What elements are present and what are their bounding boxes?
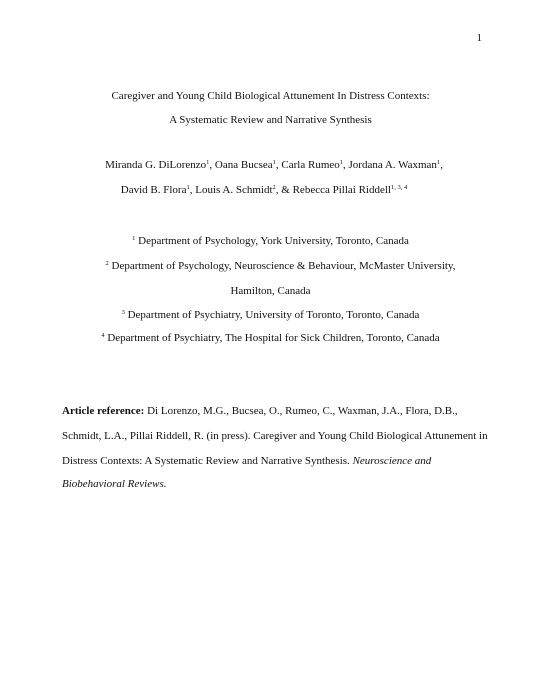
authors-line-1: Miranda G. DiLorenzo$^1$, Oana Bucsea$^1$, Carla Rumeo$^1$, Jordana A. Waxman$^1$,: [105, 159, 443, 171]
affiliation-2-continued: [0, 285, 541, 298]
author-name: Carla Rumeo: [281, 159, 340, 171]
title-line-2: A Systematic Review and Narrative Synthesis: [169, 114, 372, 126]
affiliation-text: Department of Psychology, Neuroscience & Behaviour, McMaster University,: [111, 260, 456, 272]
author-affiliation-sup: 1: [186, 184, 190, 191]
article-reference-line-2: Schmidt, L.A., Pillai Riddell, R. (in press). Caregiver and Young Child Biological Attunement in: [62, 430, 488, 442]
title-line-1: Caregiver and Young Child Biological Attunement In Distress Contexts:: [111, 90, 430, 102]
authors-line-2: David B. Flora$^1$, Louis A. Schmidt$^2$, & Rebecca Pillai Riddell$^{1, 3, 4}$: [120, 184, 408, 196]
article-reference-line-1: [62, 405, 482, 418]
affiliation-sup: 1: [132, 235, 136, 242]
affiliation-text: Department of Psychiatry, The Hospital for Sick Children, Toronto, Canada: [107, 332, 440, 344]
author-affiliation-sup: 2: [272, 184, 276, 191]
author-affiliation-sup: 1: [339, 159, 344, 166]
article-reference-text: Distress Contexts: A Systematic Review and Narrative Synthesis.: [62, 455, 353, 467]
affiliation-3: [0, 309, 541, 322]
author-name: Louis A. Schmidt: [195, 184, 273, 196]
affiliation-text: Department of Psychology, York University, Toronto, Canada: [138, 235, 409, 247]
author-affiliation-sup: 1: [206, 159, 210, 166]
article-reference-line-3: [62, 455, 482, 468]
author-name: Jordana A. Waxman: [348, 159, 437, 171]
page-number: 1: [476, 32, 482, 44]
affiliation-sup: 4: [101, 332, 105, 339]
author-affiliation-sup: 1: [436, 159, 441, 166]
author-name: Rebecca Pillai Riddell: [292, 184, 391, 196]
author-name: David B. Flora: [120, 184, 187, 196]
journal-name-continued: Biobehavioral Reviews.: [62, 478, 167, 490]
affiliation-2: [10, 260, 541, 273]
affiliation-sup: 2: [105, 260, 109, 267]
article-reference-line-4: [62, 478, 482, 491]
author-affiliation-sup: 1, 3, 4: [390, 184, 408, 191]
author-affiliation-sup: 1: [272, 159, 276, 166]
affiliation-text: Hamilton, Canada: [230, 285, 311, 297]
affiliation-sup: 3: [121, 309, 125, 316]
author-name: Miranda G. DiLorenzo: [105, 159, 207, 171]
article-reference-text: Di Lorenzo, M.G., Bucsea, O., Rumeo, C., Waxman, J.A., Flora, D.B.,: [144, 405, 458, 417]
author-name: Oana Bucsea: [214, 159, 273, 171]
affiliation-1: [0, 235, 541, 248]
affiliation-text: Department of Psychiatry, University of Toronto, Toronto, Canada: [127, 309, 420, 321]
affiliation-4: [0, 332, 541, 345]
article-reference-label: Article reference:: [62, 405, 145, 417]
journal-name: Neuroscience and: [352, 455, 432, 467]
